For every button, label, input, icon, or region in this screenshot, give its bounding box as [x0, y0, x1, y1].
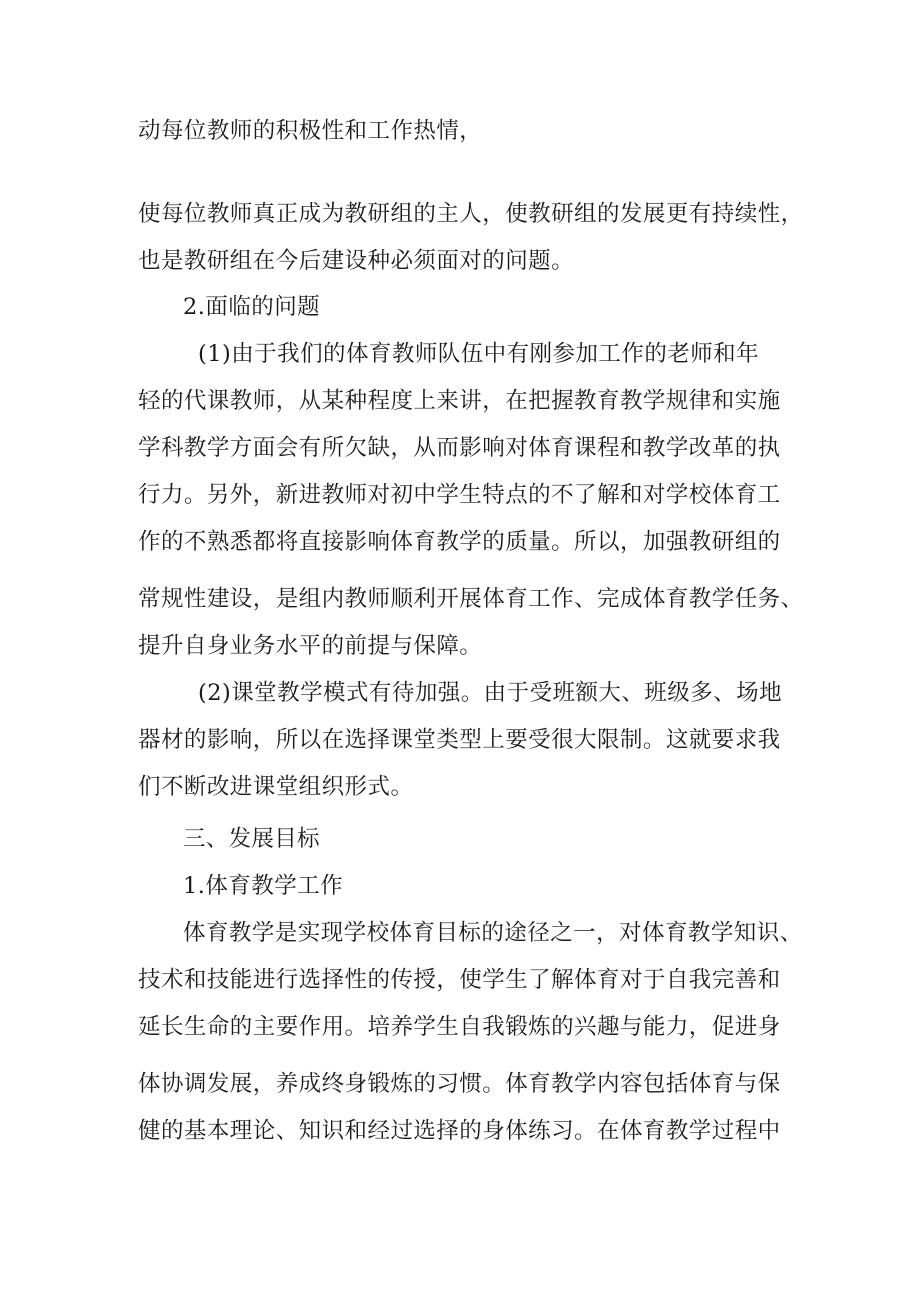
paragraph-line: 动每位教师的积极性和工作热情， — [138, 118, 483, 144]
paragraph-line: 也是教研组在今后建设种必须面对的问题。 — [138, 248, 575, 274]
paragraph-line: 轻的代课教师，从某种程度上来讲，在把握教育教学规律和实施 — [138, 388, 781, 414]
paragraph-line: 体育教学是实现学校体育目标的途径之一，对体育教学知识、 — [183, 920, 803, 946]
section-heading: 三、发展目标 — [183, 826, 320, 852]
paragraph-line: 作的不熟悉都将直接影响体育教学的质量。所以，加强教研组的 — [138, 529, 781, 555]
paragraph-line: (2)课堂教学模式有待加强。由于受班额大、班级多、场地 — [198, 680, 783, 706]
paragraph-line: 健的基本理论、知识和经过选择的身体练习。在体育教学过程中 — [138, 1118, 781, 1144]
paragraph-line: 体协调发展，养成终身锻炼的习惯。体育教学内容包括体育与保 — [138, 1071, 781, 1097]
subsection-heading: 2.面临的问题 — [183, 294, 321, 320]
paragraph-line: 常规性建设，是组内教师顺利开展体育工作、完成体育教学任务、 — [138, 586, 804, 612]
paragraph-line: 使每位教师真正成为教研组的主人，使教研组的发展更有持续性， — [138, 201, 804, 227]
paragraph-line: 技术和技能进行选择性的传授，使学生了解体育对于自我完善和 — [138, 967, 781, 993]
paragraph-line: 器材的影响，所以在选择课堂类型上要受很大限制。这就要求我 — [138, 727, 781, 753]
subsection-heading: 1.体育教学工作 — [183, 873, 344, 899]
paragraph-line: 学科教学方面会有所欠缺，从而影响对体育课程和教学改革的执 — [138, 435, 781, 461]
paragraph-line: 们不断改进课堂组织形式。 — [138, 774, 414, 800]
paragraph-line: 行力。另外，新进教师对初中学生特点的不了解和对学校体育工 — [138, 482, 781, 508]
paragraph-line: (1)由于我们的体育教师队伍中有刚参加工作的老师和年 — [198, 341, 760, 367]
paragraph-line: 延长生命的主要作用。培养学生自我锻炼的兴趣与能力，促进身 — [138, 1014, 781, 1040]
paragraph-line: 提升自身业务水平的前提与保障。 — [138, 633, 483, 659]
